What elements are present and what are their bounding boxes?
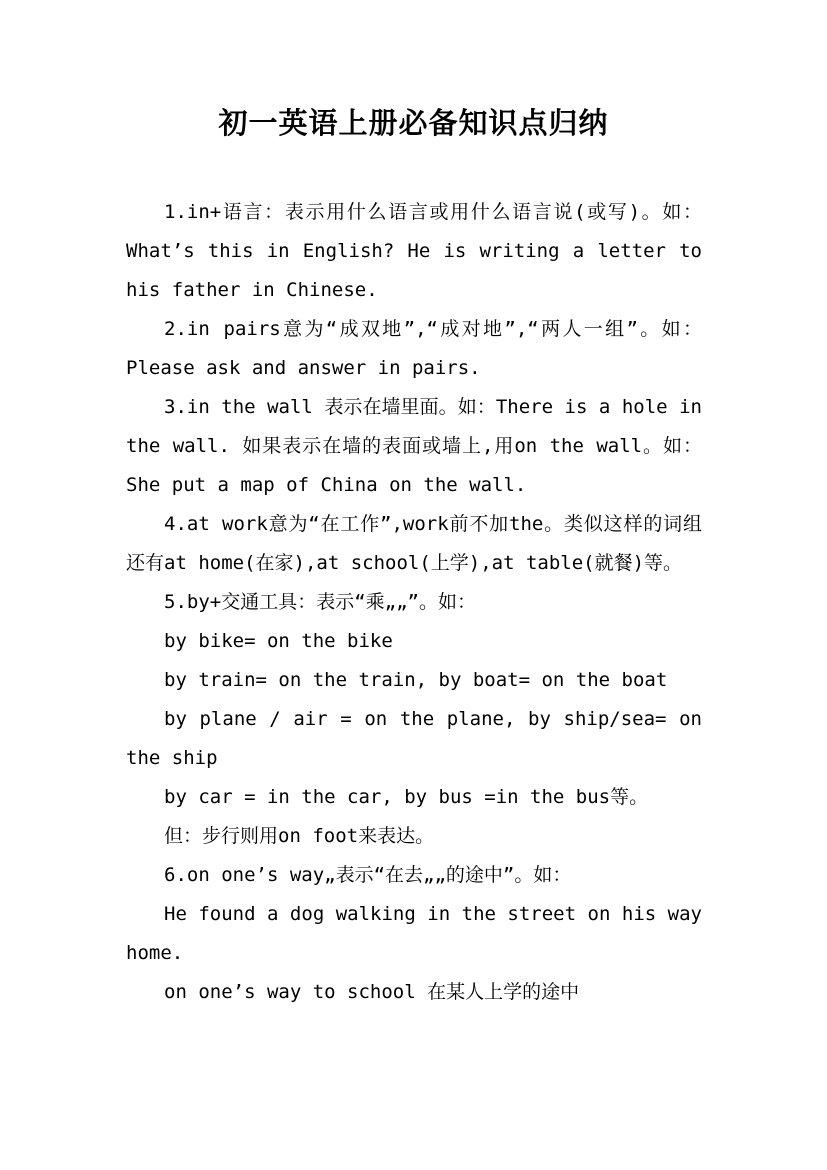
paragraph-8: by plane / air = on the plane, by ship/sea= on the ship bbox=[126, 708, 702, 769]
paragraph-9: by car = in the car, by bus =in the bus等。 bbox=[164, 786, 649, 808]
paragraph-7: by train= on the train, by boat= on the boat bbox=[164, 669, 668, 691]
paragraph-3: 3.in the wall 表示在墙里面。如：There is a hole in the wall. 如果表示在墙的表面或墙上,用on the wall。如：She put a map of China on the wall. bbox=[126, 396, 702, 496]
document-title: 初一英语上册必备知识点归纳 bbox=[218, 106, 609, 140]
paragraph-1: 1.in+语言：表示用什么语言或用什么语言说(或写)。如：What’s this in English? He is writing a letter to his father in Chinese. bbox=[126, 201, 702, 301]
paragraph-5: 5.by+交通工具：表示“乘„„”。如： bbox=[164, 591, 476, 613]
paragraph-10: 但：步行则用on foot来表达。 bbox=[164, 825, 435, 847]
paragraph-4: 4.at work意为“在工作”,work前不加the。类似这样的词组还有at home(在家),at school(上学),at table(就餐)等。 bbox=[126, 513, 702, 574]
paragraph-13: on one’s way to school 在某人上学的途中 bbox=[164, 981, 580, 1003]
document-body bbox=[126, 193, 702, 1012]
paragraph-6: by bike= on the bike bbox=[164, 630, 393, 652]
paragraph-11: 6.on one’s way„表示“在去„„的途中”。如： bbox=[164, 864, 572, 886]
paragraph-12: He found a dog walking in the street on his way home. bbox=[126, 903, 702, 964]
paragraph-2: 2.in pairs意为“成双地”,“成对地”,“两人一组”。如：Please ask and answer in pairs. bbox=[126, 318, 702, 379]
